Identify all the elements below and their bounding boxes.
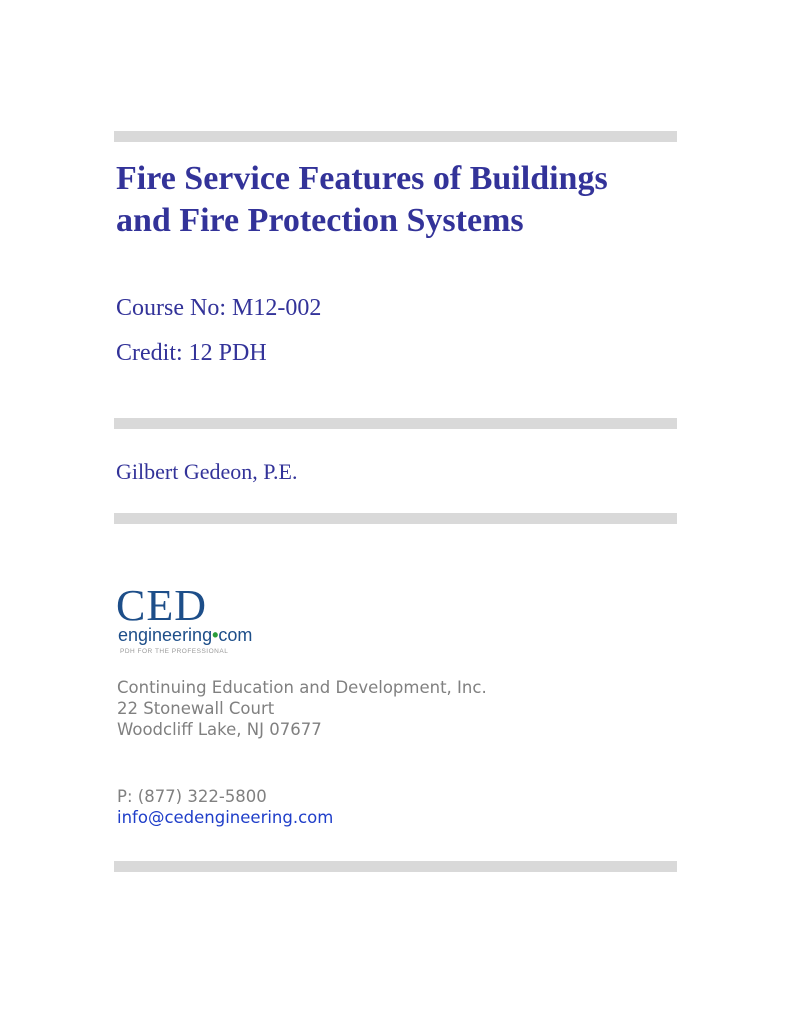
course-credit: Credit: 12 PDH <box>116 340 267 366</box>
author-divider <box>114 513 677 524</box>
email-link[interactable]: info@cedengineering.com <box>117 808 334 827</box>
logo-engineering-word: engineering <box>118 625 213 645</box>
logo-com-word: com <box>218 625 253 645</box>
logo-dot: • <box>212 625 219 645</box>
middle-divider <box>114 418 677 429</box>
street-address: 22 Stonewall Court <box>117 699 275 718</box>
logo-tagline: PDH FOR THE PROFESSIONAL <box>120 648 229 655</box>
bottom-divider <box>114 861 677 872</box>
city-address: Woodcliff Lake, NJ 07677 <box>117 720 322 739</box>
company-name: Continuing Education and Development, Inc. <box>117 678 487 697</box>
course-number: Course No: M12-002 <box>116 295 322 321</box>
ced-engineering-logo <box>116 581 286 660</box>
top-divider <box>114 131 677 142</box>
author-name: Gilbert Gedeon, P.E. <box>116 459 298 484</box>
phone-number: P: (877) 322-5800 <box>117 787 267 806</box>
course-title-line-2: and Fire Protection Systems <box>116 202 524 239</box>
logo-engineering-text <box>118 626 252 644</box>
course-title <box>116 158 716 242</box>
logo-ced-text: CED <box>116 581 207 630</box>
course-title-line-1: Fire Service Features of Buildings <box>116 160 608 197</box>
